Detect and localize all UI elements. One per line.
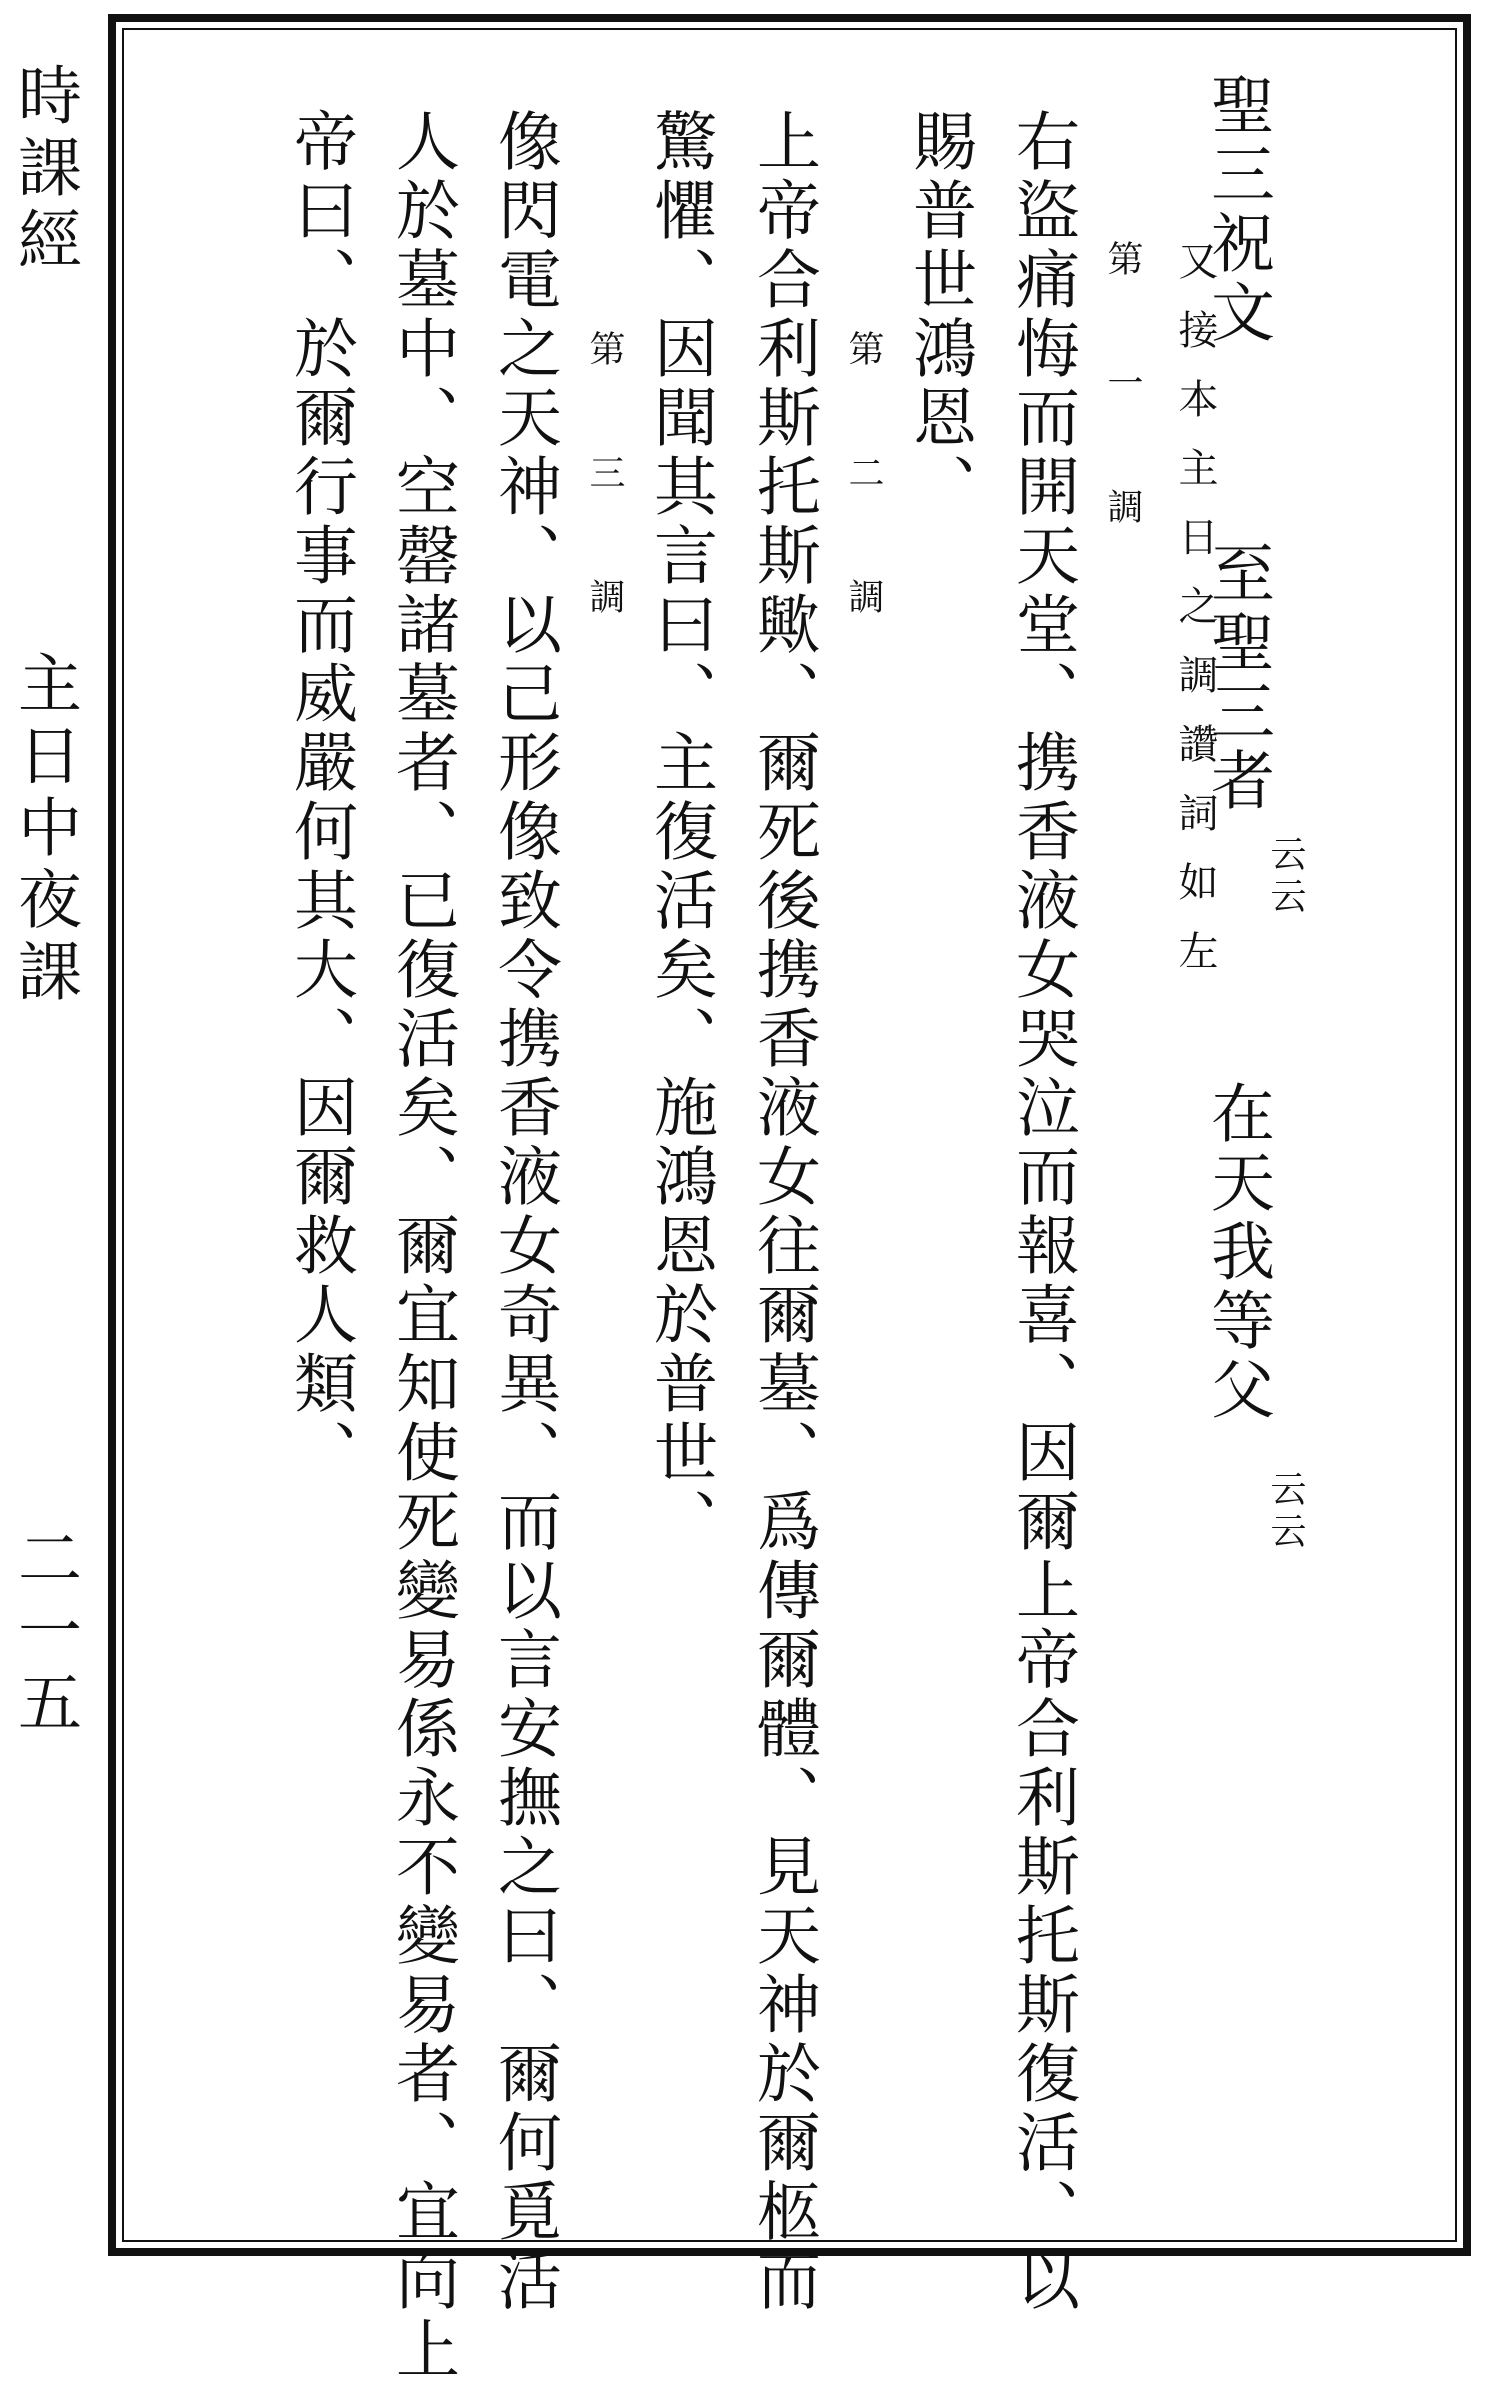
ode3-heading: 第三調 [584,330,625,702]
ode3-line-1: 像閃電之天神、以己形像致令携香液女奇異、而以言安撫之曰、爾何覓活 [487,108,561,2316]
ode2-line-2: 驚懼、因聞其言曰、主復活矣、施鴻恩於普世、 [643,108,717,1557]
ode2-line-1: 上帝合利斯托斯歟、爾死後携香液女往爾墓、爲傳爾體、見天神於爾柩而 [746,108,820,2316]
ode1-line-2: 賜普世鴻恩、 [902,108,976,522]
heading-incipit-1: 至聖三者 [1200,540,1274,816]
running-head-section-title: 主日中夜課 [7,650,81,1010]
ode3-line-2: 人於墓中、空罄諸墓者、已復活矣、爾宜知使死變易係永不變易者、宜向上 [385,108,459,2385]
heading-yunyun-1: 云云 [1265,835,1306,919]
note-line: 又接本主日之調讚詞如左 [1172,240,1218,999]
page-number: 二一五 [7,1525,81,1741]
heading-incipit-2: 在天我等父 [1200,1080,1274,1425]
running-head-book-title: 時課經 [7,62,81,278]
ode1-heading: 第一調 [1102,240,1143,612]
heading-yunyun-2: 云云 [1265,1470,1306,1554]
heading-title: 聖三祝文 [1200,72,1274,348]
ode1-line-1: 右盜痛悔而開天堂、携香液女哭泣而報喜、因爾上帝合利斯托斯復活、以 [1005,108,1079,2316]
ode2-heading: 第二調 [843,330,884,702]
ode3-line-3: 帝曰、於爾行事而威嚴何其大、因爾救人類、 [283,108,357,1488]
